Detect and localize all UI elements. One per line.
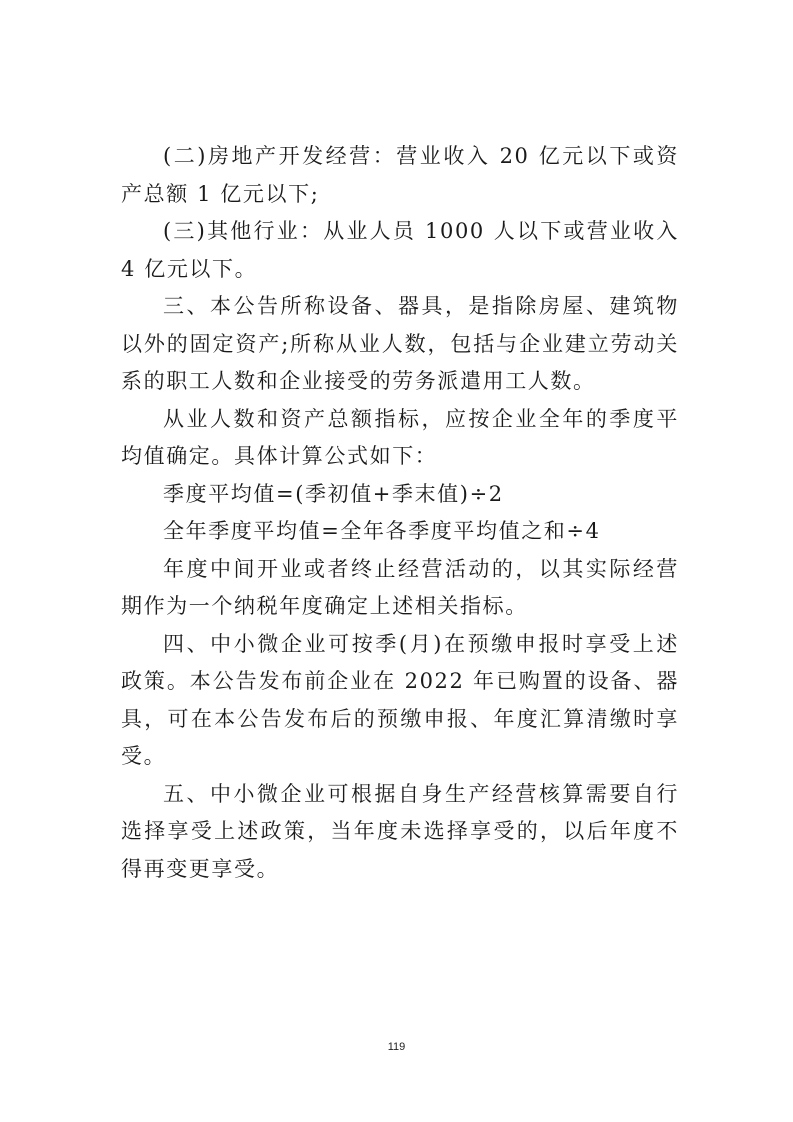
paragraph-equipment-definition: 三、本公告所称设备、器具，是指除房屋、建筑物以外的固定资产;所称从业人数，包括与企业建立劳动关系的职工人数和企业接受的劳务派遣用工人数。: [121, 294, 679, 393]
paragraph-policy-choice: 五、中小微企业可根据自身生产经营核算需要自行选择享受上述政策，当年度未选择享受的，以后年度不得再变更享受。: [121, 781, 679, 881]
formula-quarterly-average: 季度平均值=(季初值+季末值)÷2: [163, 481, 504, 506]
paragraph-prepayment-declaration: 四、中小微企业可按季(月)在预缴申报时享受上述政策。本公告发布前企业在 2022 年已购置的设备、器具，可在本公告发布后的预缴申报、年度汇算清缴时享受。: [121, 631, 679, 768]
paragraph-average-indicator: 从业人数和资产总额指标，应按企业全年的季度平均值确定。具体计算公式如下：: [121, 406, 679, 468]
paragraph-real-estate-criteria: (二)房地产开发经营：营业收入 20 亿元以下或资产总额 1 亿元以下;: [121, 144, 679, 206]
page-number: 119: [387, 1041, 406, 1053]
formula-annual-average: 全年季度平均值=全年各季度平均值之和÷4: [163, 519, 601, 543]
document-body: [121, 138, 679, 888]
paragraph-mid-year-operations: 年度中间开业或者终止经营活动的，以其实际经营期作为一个纳税年度确定上述相关指标。: [121, 556, 679, 618]
paragraph-other-industries-criteria: (三)其他行业：从业人员 1000 人以下或营业收入 4 亿元以下。: [121, 219, 679, 281]
